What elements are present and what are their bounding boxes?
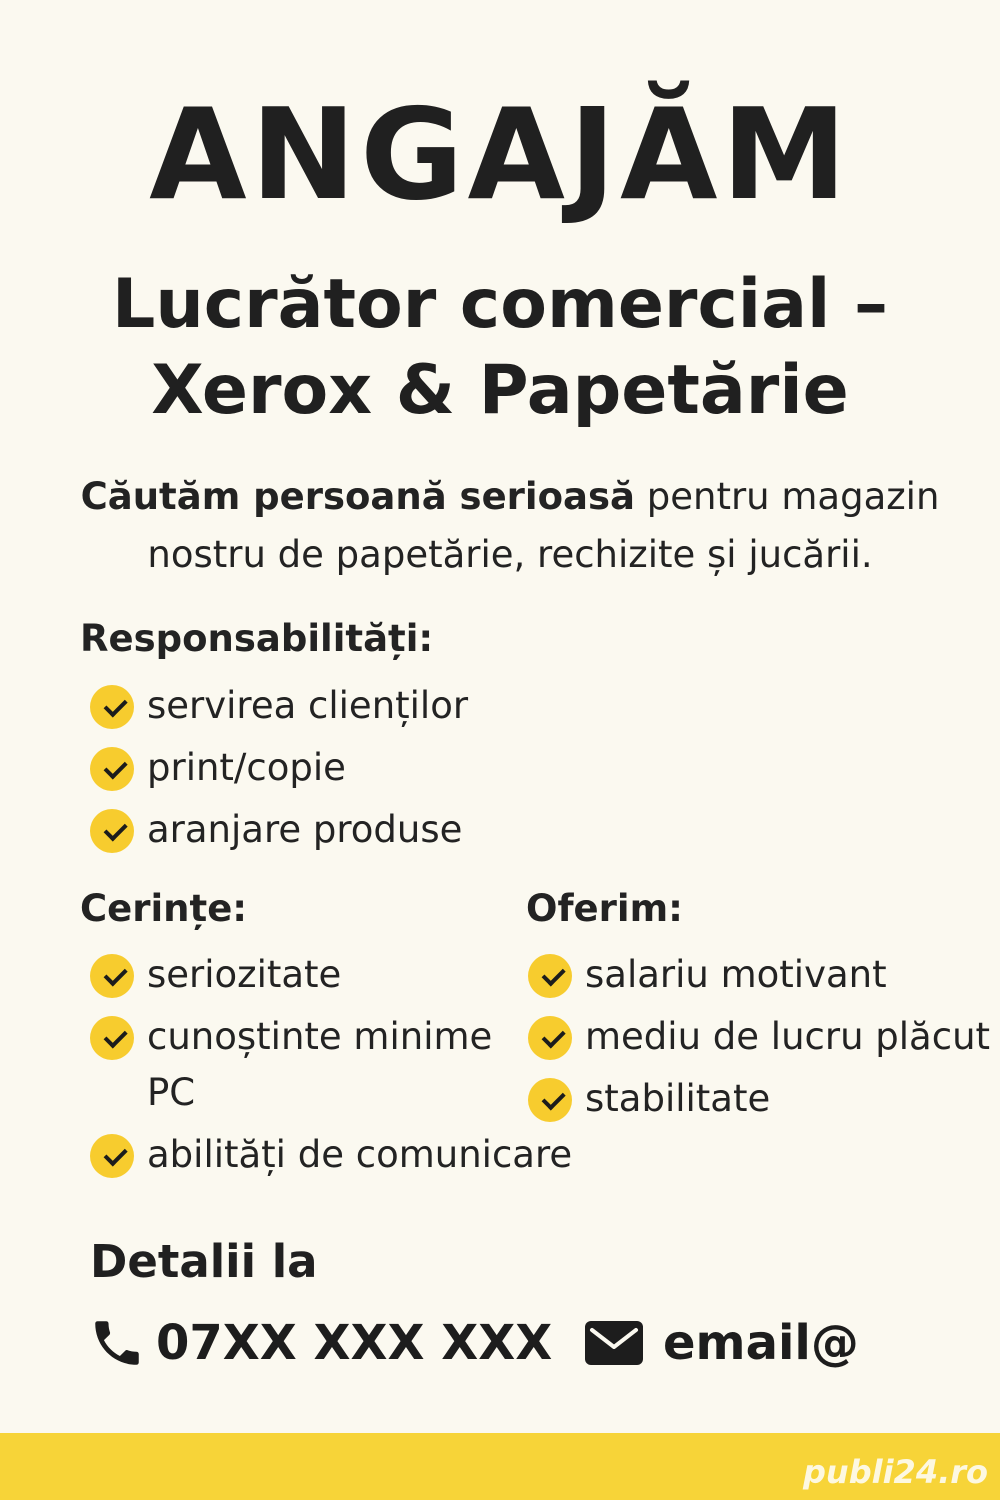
list-item [518,947,988,1003]
phone-contact[interactable] [88,1310,552,1376]
check-icon [90,954,134,998]
offer-list [518,947,991,1133]
check-icon [528,1078,572,1122]
job-title-line-1: Lucrător comercial – [112,265,888,344]
list-item-label: salariu motivant [585,953,887,996]
intro-line-1 [60,468,960,526]
check-icon [90,1016,134,1060]
email-address: email@ [663,1315,859,1371]
list-item [518,1009,991,1065]
requirements-list [80,947,573,1189]
list-item-label: aranjare produse [147,808,463,851]
offer-heading: Oferim: [526,887,683,930]
intro-text [60,468,960,584]
intro-bold: Căutăm persoană serioasă [80,475,635,518]
list-item [80,740,680,796]
check-icon [90,809,134,853]
list-item [80,947,510,1003]
intro-rest: pentru magazin [634,475,940,518]
list-item-label: mediu de lucru plăcut [585,1015,991,1058]
responsibilities-heading: Responsabilități: [80,617,434,660]
list-item-label: stabilitate [585,1077,771,1120]
list-item [80,802,680,858]
responsibilities-list [80,678,680,864]
list-item-label: cunoștinte minime PC [147,1015,493,1114]
list-item [80,1127,573,1183]
job-title [0,262,1000,434]
job-title-line-2: Xerox & Papetărie [151,351,849,430]
check-icon [90,685,134,729]
list-item [518,1071,988,1127]
headline: ANGAJĂM [149,81,851,228]
watermark: publi24.ro [803,1453,988,1491]
check-icon [90,1134,134,1178]
list-item-label: servirea clienților [147,684,469,727]
details-label: Detalii la [90,1235,318,1288]
phone-icon [88,1314,146,1372]
check-icon [528,1016,572,1060]
list-item-label: seriozitate [147,953,342,996]
check-icon [528,954,572,998]
list-item-label: abilități de comunicare [147,1133,573,1176]
list-item-label: print/copie [147,746,346,789]
list-item [80,678,680,734]
requirements-heading: Cerințe: [80,887,248,930]
intro-line-2: nostru de papetărie, rechizite și jucării. [147,533,873,576]
list-item [80,1009,510,1121]
email-contact[interactable] [585,1310,859,1376]
phone-number: 07XX XXX XXX [156,1315,553,1371]
check-icon [90,747,134,791]
envelope-icon [585,1321,643,1365]
